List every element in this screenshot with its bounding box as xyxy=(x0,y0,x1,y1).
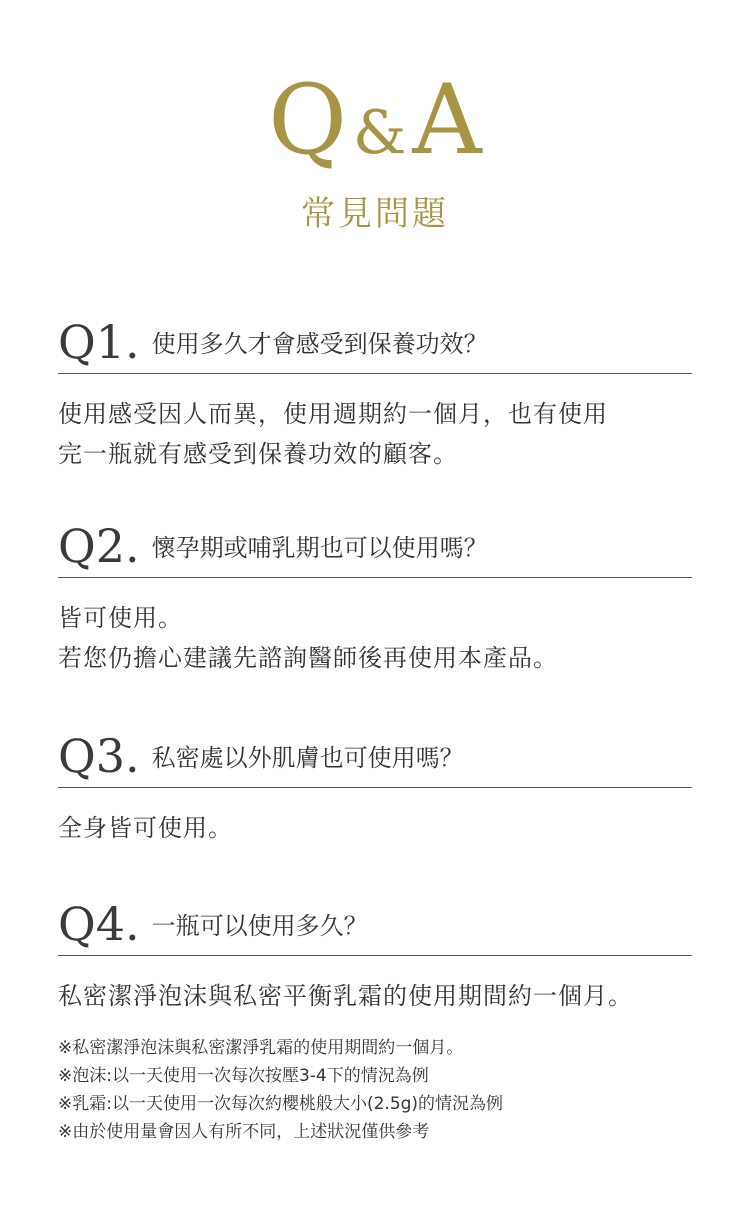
note-1: ※私密潔淨泡沫與私密潔淨乳霜的使用期間約一個月。 xyxy=(58,1038,464,1058)
note-2: ※泡沫:以一天使用一次每次按壓3-4下的情況為例 xyxy=(58,1066,429,1086)
page-subtitle: 常見問題 xyxy=(301,194,449,234)
answer-2 xyxy=(58,598,692,678)
note-3: ※乳霜:以一天使用一次每次約櫻桃般大小(2.5g)的情況為例 xyxy=(58,1094,504,1114)
note-4: ※由於使用量會因人有所不同，上述狀況僅供參考 xyxy=(58,1122,430,1142)
qa-header xyxy=(0,64,750,235)
question-text-1: 使用多久才會感受到保養功效？ xyxy=(151,330,488,359)
question-text-2: 懷孕期或哺乳期也可以使用嗎？ xyxy=(151,534,488,563)
answer-1-line-1: 使用感受因人而異，使用週期約一個月，也有使用 xyxy=(58,400,608,428)
answer-2-line-1: 皆可使用。 xyxy=(58,604,183,632)
question-number-4: Q4. xyxy=(58,897,140,951)
question-text-3: 私密處以外肌膚也可使用嗎？ xyxy=(151,744,464,773)
logo-letter-q: Q xyxy=(268,64,347,176)
answer-1 xyxy=(58,394,692,474)
question-number-1: Q1. xyxy=(58,315,140,369)
question-row-2 xyxy=(58,513,692,578)
answer-3 xyxy=(58,808,692,848)
logo-letter-a: A xyxy=(412,64,482,176)
answer-1-line-2: 完一瓶就有感受到保養功效的顧客。 xyxy=(58,440,458,468)
logo-ampersand: & xyxy=(352,98,407,168)
answer-4 xyxy=(58,976,692,1016)
answer-2-line-2: 若您仍擔心建議先諮詢醫師後再使用本產品。 xyxy=(58,644,558,672)
answer-3-line-1: 全身皆可使用。 xyxy=(58,814,233,842)
question-number-2: Q2. xyxy=(58,519,140,573)
question-row-4 xyxy=(58,891,692,956)
qa-item-4 xyxy=(58,891,692,1146)
qa-item-3 xyxy=(58,723,692,848)
question-text-4: 一瓶可以使用多久？ xyxy=(151,912,368,941)
question-row-1 xyxy=(58,309,692,374)
qa-item-2 xyxy=(58,513,692,678)
qa-logo xyxy=(268,64,482,176)
question-row-3 xyxy=(58,723,692,788)
question-number-3: Q3. xyxy=(58,729,140,783)
answer-4-notes xyxy=(58,1034,692,1146)
qa-item-1 xyxy=(58,309,692,474)
answer-4-line-1: 私密潔淨泡沫與私密平衡乳霜的使用期間約一個月。 xyxy=(58,982,633,1010)
